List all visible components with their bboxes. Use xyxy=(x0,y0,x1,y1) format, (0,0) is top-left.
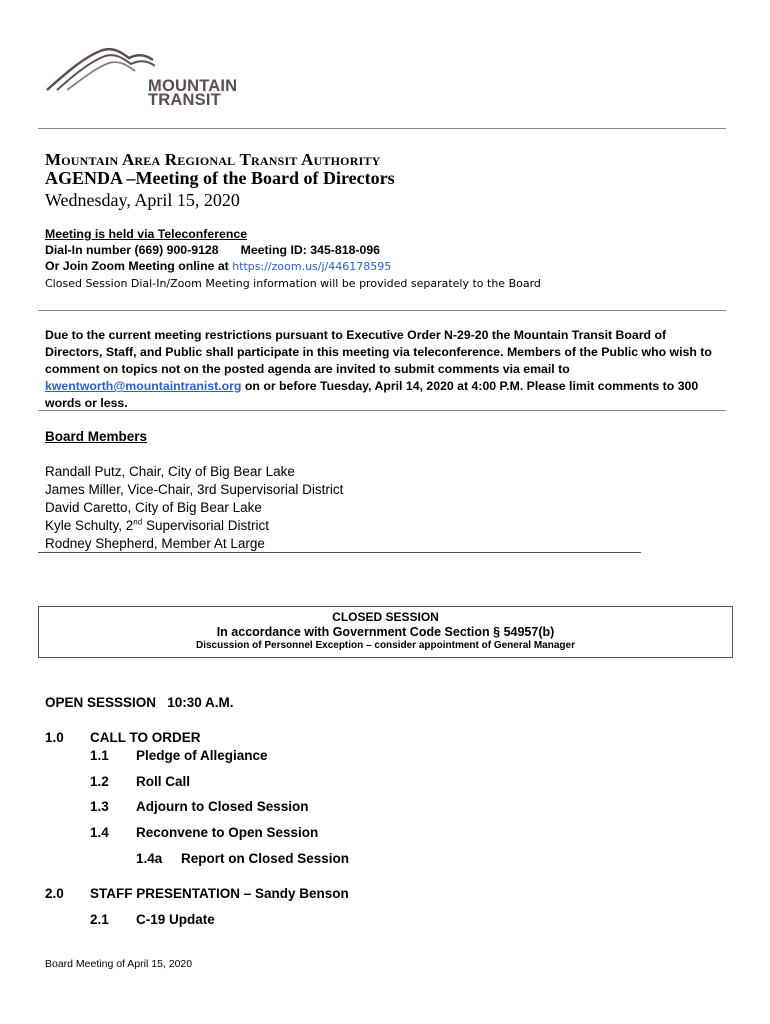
members-underline xyxy=(38,552,641,553)
board-member: Randall Putz, Chair, City of Big Bear Lake xyxy=(45,464,295,479)
item-number: 1.0 xyxy=(45,730,64,745)
item-label: C-19 Update xyxy=(136,912,215,927)
board-member: James Miller, Vice-Chair, 3rd Supervisorial District xyxy=(45,482,344,497)
item-number: 1.4a xyxy=(136,851,163,866)
item-number: 1.2 xyxy=(90,774,109,789)
board-members-heading: Board Members xyxy=(45,429,148,444)
comment-email-link[interactable]: kwentworth@mountaintranist.org xyxy=(45,379,242,393)
item-label: Report on Closed Session xyxy=(181,851,350,866)
dial-in-number: Dial-In number (669) 900-9128 xyxy=(45,243,219,258)
meeting-date: Wednesday, April 15, 2020 xyxy=(45,190,240,210)
item-label: Roll Call xyxy=(136,774,191,789)
item-number: 1.3 xyxy=(90,799,109,814)
board-member: Kyle Schulty, 2nd Supervisorial District xyxy=(45,517,269,533)
closed-session-note: Closed Session Dial-In/Zoom Meeting information will be provided separately to the Board xyxy=(45,276,541,290)
mountain-logo-icon xyxy=(45,44,155,94)
mountain-transit-logo xyxy=(45,44,260,110)
item-label: Pledge of Allegiance xyxy=(136,748,268,763)
zoom-prefix: Or Join Zoom Meeting online at xyxy=(45,259,229,274)
item-label: Reconvene to Open Session xyxy=(136,825,319,840)
organization-title: Mountain Area Regional Transit Authority xyxy=(45,150,381,169)
teleconference-info xyxy=(45,226,541,292)
teleconference-heading: Meeting is held via Teleconference xyxy=(45,227,248,241)
item-number: 2.1 xyxy=(90,912,109,927)
closed-session-code: In accordance with Government Code Section § 54957(b) xyxy=(216,625,555,639)
board-member: Rodney Shepherd, Member At Large xyxy=(45,536,265,551)
notice-text-after: on or before Tuesday, April 14, 2020 at 4:00 P.M. Please limit comments to 300 words or less. xyxy=(45,379,699,410)
section-divider-1 xyxy=(38,310,726,311)
notice-text-before: Due to the current meeting restrictions pursuant to Executive Order N-29-20 the Mountain Transit Board of Directors, Staff, and Public shall participate in this meeting via teleconference. Members of the Public who wish to comment on topics not on the posted agenda are invited to submit comments via email to xyxy=(45,328,712,376)
agenda-title: AGENDA –Meeting of the Board of Directors xyxy=(45,168,395,188)
item-label: Adjourn to Closed Session xyxy=(136,799,309,814)
board-members-list xyxy=(45,463,343,553)
closed-session-topic: Discussion of Personnel Exception – consider appointment of General Manager xyxy=(196,640,575,651)
logo-text-mountain: MOUNTAIN xyxy=(148,77,238,95)
open-session-heading: OPEN SESSSION 10:30 A.M. xyxy=(45,695,234,710)
item-number: 1.4 xyxy=(90,825,109,840)
page-footer: Board Meeting of April 15, 2020 xyxy=(45,958,193,970)
meeting-id: Meeting ID: 345-818-096 xyxy=(240,243,381,258)
section-divider-2 xyxy=(38,410,726,411)
logo-text-transit: TRANSIT xyxy=(148,91,221,109)
closed-session-title: CLOSED SESSION xyxy=(332,610,439,624)
item-label: STAFF PRESENTATION – Sandy Benson xyxy=(90,886,349,901)
item-number: 2.0 xyxy=(45,886,64,901)
zoom-link[interactable]: https://zoom.us/j/446178595 xyxy=(232,260,392,274)
item-label: CALL TO ORDER xyxy=(90,730,201,745)
board-member: David Caretto, City of Big Bear Lake xyxy=(45,500,262,515)
public-comment-notice xyxy=(45,327,725,412)
item-number: 1.1 xyxy=(90,748,109,763)
header-divider xyxy=(38,128,726,129)
closed-session-box xyxy=(38,606,733,658)
